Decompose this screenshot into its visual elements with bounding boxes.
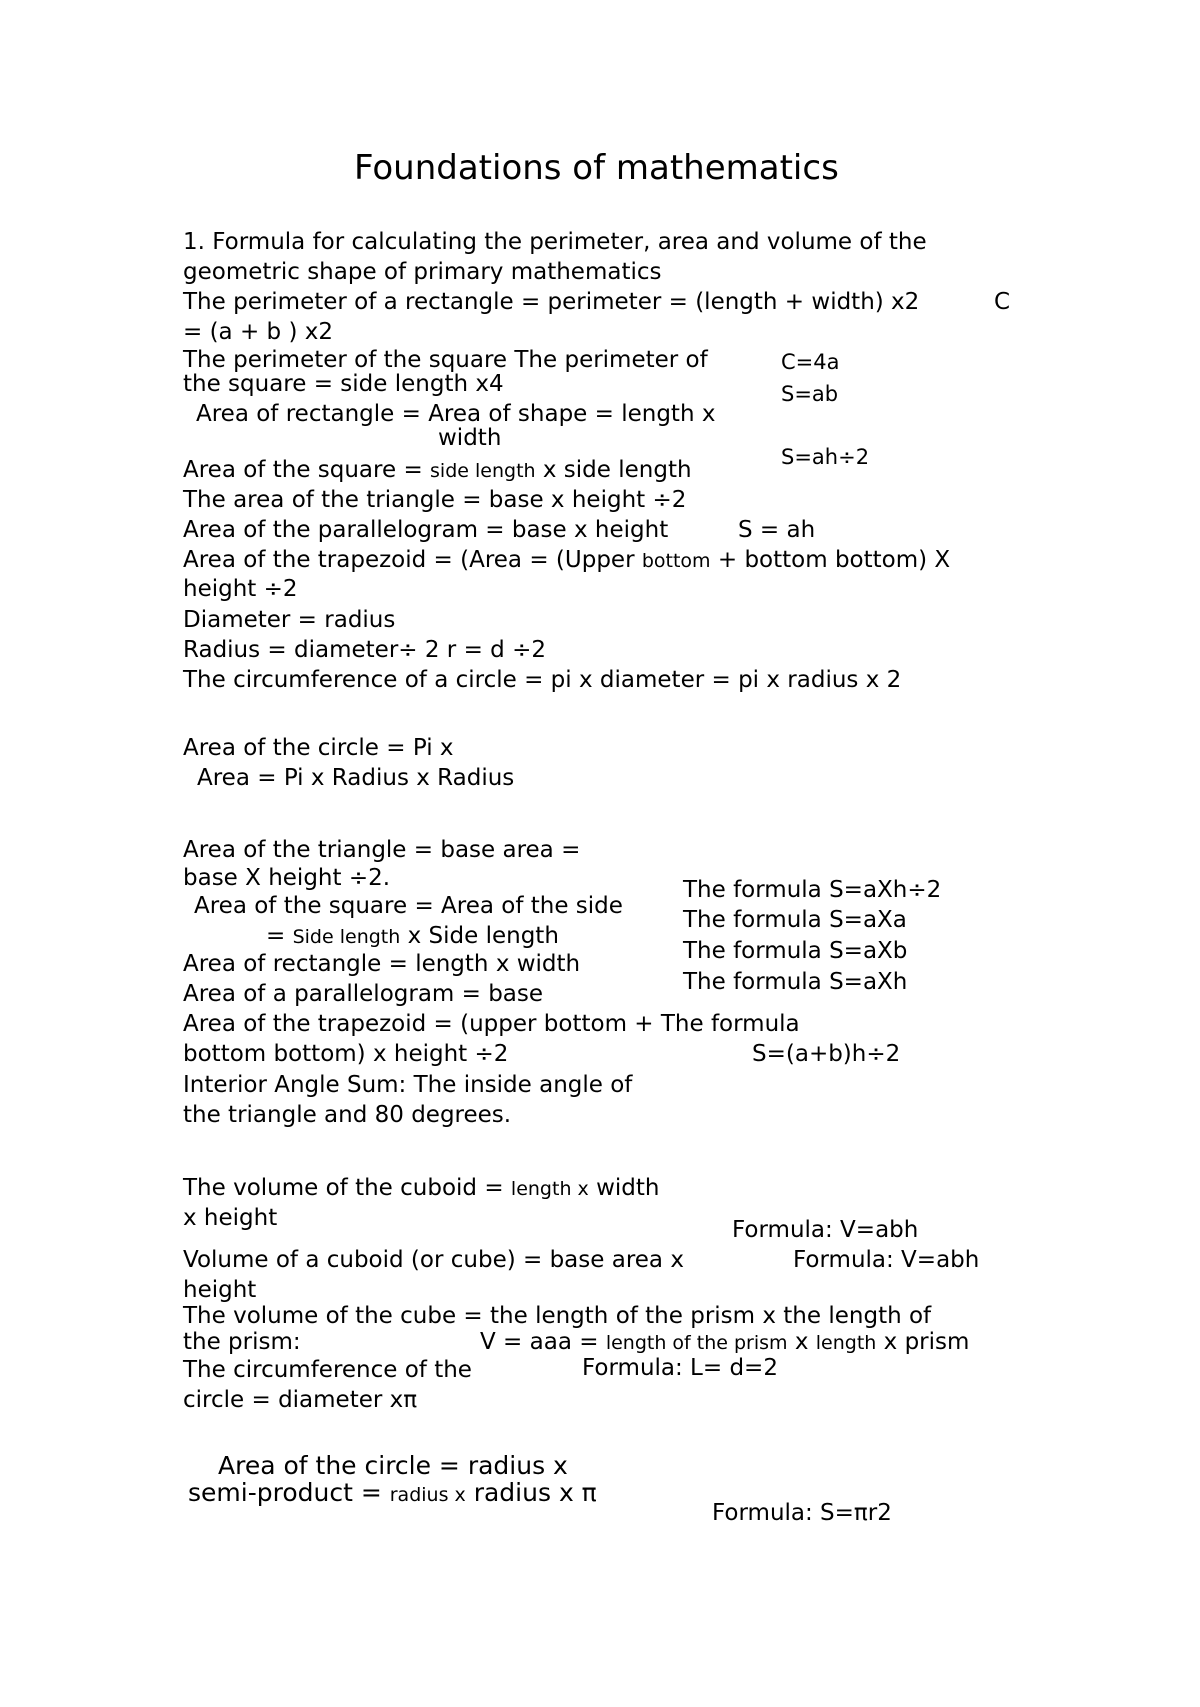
text-line: Interior Angle Sum: The inside angle of [183, 1072, 633, 1098]
text-line [266, 922, 559, 951]
formula-parallelogram: The formula S=aXh [683, 969, 908, 995]
text-line: Area of the triangle = base area = [183, 837, 581, 863]
text-line: The perimeter of the square The perimeter of [183, 347, 708, 373]
text-line: = (a + b ) x2 [183, 319, 333, 345]
page-title: Foundations of mathematics [354, 148, 839, 188]
formula-sab: S=ab [781, 382, 839, 406]
formula-c4a: C=4a [781, 350, 840, 374]
text-line: Area of the circle = Pi x [183, 735, 454, 761]
text-segment: Area of the trapezoid = (Area = (Upper [183, 547, 642, 573]
formula-square: The formula S=aXa [683, 907, 907, 933]
text-line [183, 546, 950, 575]
text-line: C [994, 289, 1011, 315]
text-line: Radius = diameter÷ 2 r = d ÷2 [183, 637, 546, 663]
text-line: Diameter = radius [183, 607, 396, 633]
text-line: width [438, 425, 502, 451]
text-line: The area of the triangle = base x height ÷2 [183, 487, 687, 513]
text-line [480, 1328, 969, 1357]
text-segment: V = aaa = [480, 1329, 606, 1355]
text-segment: length [815, 1332, 877, 1354]
text-line: height ÷2 [183, 576, 298, 602]
text-line: circle = diameter xπ [183, 1387, 418, 1413]
text-line: Area of the square = Area of the side [194, 893, 623, 919]
text-segment: The volume of the cuboid = [183, 1175, 511, 1201]
text-line: The volume of the cube = the length of the prism x the length of [183, 1303, 932, 1329]
text-line: base X height ÷2. [183, 865, 391, 891]
text-segment: length of the prism [605, 1332, 788, 1354]
formula-rectangle: The formula S=aXb [683, 938, 908, 964]
text-line: S=(a+b)h÷2 [752, 1041, 901, 1067]
formula-triangle: The formula S=aXh÷2 [683, 877, 942, 903]
text-line: Area of rectangle = length x width [183, 951, 581, 977]
text-line: Area of a parallelogram = base [183, 981, 544, 1007]
text-line [183, 1174, 660, 1203]
text-line: The circumference of a circle = pi x diameter = pi x radius x 2 [183, 667, 902, 693]
text-line: height [183, 1277, 257, 1303]
text-segment: side length [430, 460, 536, 482]
formula-sah2: S=ah÷2 [781, 445, 870, 469]
text-segment: bottom [641, 550, 711, 572]
text-line [183, 456, 692, 485]
text-segment: x side length [535, 457, 692, 483]
text-line: Formula: L= d=2 [582, 1355, 778, 1381]
text-line: the prism: [183, 1329, 301, 1355]
text-line: Area of the circle = radius x [218, 1451, 568, 1480]
text-line: Formula: V=abh [793, 1247, 980, 1273]
text-line: 1. Formula for calculating the perimeter, area and volume of the [183, 229, 927, 255]
text-line: The circumference of the [183, 1357, 472, 1383]
text-segment: radius x π [465, 1478, 597, 1507]
text-line: Area of the parallelogram = base x height [183, 517, 669, 543]
text-line: the triangle and 80 degrees. [183, 1102, 512, 1128]
text-segment: Side length [292, 926, 401, 948]
text-line: geometric shape of primary mathematics [183, 259, 662, 285]
text-segment: radius x [389, 1484, 466, 1506]
text-segment: + bottom bottom) X [710, 547, 951, 573]
text-line: Formula: V=abh [732, 1217, 919, 1243]
text-segment: x [787, 1329, 816, 1355]
text-line: Area of the trapezoid = (upper bottom + The formula [183, 1011, 800, 1037]
text-segment: = [266, 923, 293, 949]
text-line: Formula: S=πr2 [712, 1500, 892, 1526]
text-line: bottom bottom) x height ÷2 [183, 1041, 509, 1067]
text-line: The perimeter of a rectangle = perimeter = (length + width) x2 [183, 289, 920, 315]
text-segment: x Side length [400, 923, 559, 949]
text-segment: Area of the square = [183, 457, 431, 483]
text-segment: width [588, 1175, 660, 1201]
text-segment: semi-product = [188, 1478, 390, 1507]
text-line: S = ah [738, 517, 816, 543]
text-line: Area = Pi x Radius x Radius [197, 765, 515, 791]
text-line: Volume of a cuboid (or cube) = base area x [183, 1247, 684, 1273]
text-line [188, 1479, 597, 1509]
text-segment: length x [510, 1178, 589, 1200]
text-line: the square = side length x4 [183, 371, 504, 397]
text-segment: x prism [876, 1329, 970, 1355]
text-line: Area of rectangle = Area of shape = length x [196, 401, 716, 427]
text-line: x height [183, 1205, 278, 1231]
